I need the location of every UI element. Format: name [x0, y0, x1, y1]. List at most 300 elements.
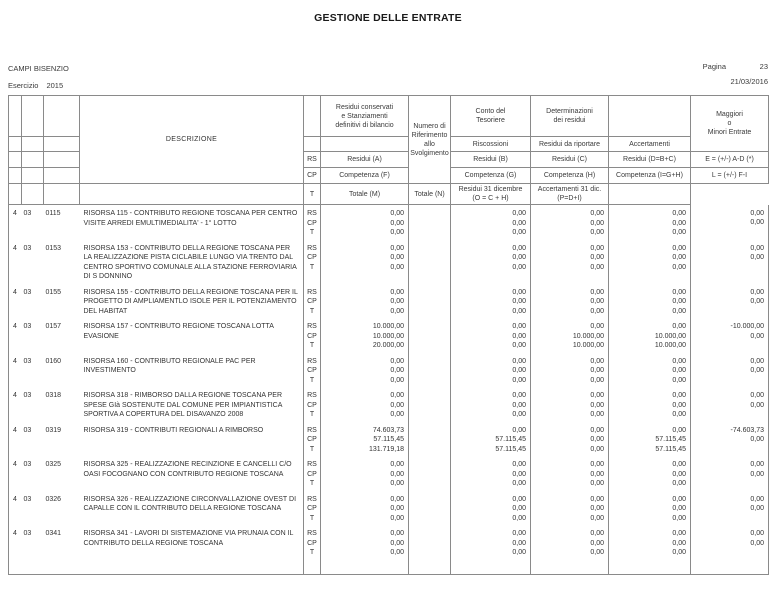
row-code-3-text: 0319	[45, 426, 62, 434]
row-numero-riferimento-values	[409, 491, 450, 526]
row-code-3	[44, 387, 80, 422]
row-residui-c-values: 0,00 0,00 0,00	[590, 210, 604, 236]
table-bottom-cell	[451, 560, 531, 575]
row-residui-c-values: 0,00 0,00 0,00	[590, 244, 604, 271]
row-code-1	[9, 205, 22, 240]
row-code-3-text: 0341	[45, 530, 62, 537]
row-code-2	[22, 353, 44, 388]
row-residui-b	[451, 318, 531, 353]
row-residui-d-values: 0,00 0,00 0,00	[672, 357, 686, 384]
row-code-3-text: 0160	[45, 357, 62, 365]
row-tipo-column	[304, 205, 321, 240]
header-accertamenti: Accertamenti	[609, 137, 691, 152]
document-meta-right	[703, 62, 768, 86]
row-residui-c	[531, 205, 609, 240]
row-numero-riferimento-values	[409, 284, 450, 319]
row-code-3-text: 0326	[45, 495, 62, 503]
header-competenza-g: Competenza (G)	[451, 168, 531, 184]
row-residui-d	[609, 422, 691, 457]
header-tipo-t: T	[304, 184, 321, 205]
row-residui-d	[609, 491, 691, 526]
row-residui-b-values: 0,00 0,00 0,00	[512, 530, 526, 556]
row-tipo-column	[304, 387, 321, 422]
row-numero-riferimento	[409, 525, 451, 560]
row-maggiori-minori-values: 0,00 0,00	[750, 357, 764, 374]
row-code-1	[9, 240, 22, 284]
row-residui-d	[609, 205, 691, 240]
row-maggiori-minori-values: 0,00 0,00	[750, 495, 764, 512]
table-bottom-cell	[44, 560, 80, 575]
row-code-1-text: 4	[13, 461, 17, 468]
header-determinazioni-residui: Determinazioni dei residui	[531, 96, 609, 137]
table-row	[9, 525, 769, 560]
row-residui-c	[531, 456, 609, 491]
row-code-2	[22, 284, 44, 319]
row-numero-riferimento-values	[409, 387, 450, 422]
row-maggiori-minori-values: 0,00 0,00	[750, 392, 764, 409]
row-tipo-values: RS CP T	[307, 357, 317, 384]
row-residui-d	[609, 456, 691, 491]
row-maggiori-minori	[691, 525, 769, 560]
row-descrizione-text: RISORSA 326 - REALIZZAZIONE CIRCONVALLAZIONE OVEST DI CAPALLE CON IL CONTRIBUTO DELLA REGIONE TOSCANA	[83, 495, 297, 512]
row-residui-c-values: 0,00 0,00 0,00	[590, 495, 604, 522]
row-tipo-values: RS CP T	[307, 495, 317, 522]
row-tipo-values: RS CP T	[307, 530, 317, 556]
row-descrizione	[80, 525, 304, 560]
row-residui-c-values: 0,00 0,00 0,00	[590, 392, 604, 418]
header-spacer-c3-cp	[44, 168, 80, 184]
print-date: 21/03/2016	[730, 77, 768, 86]
row-residui-b-values: 0,00 0,00 0,00	[512, 244, 526, 271]
row-residui-d-values: 0,00 0,00 0,00	[672, 530, 686, 556]
row-code-2	[22, 491, 44, 526]
row-descrizione-text: RISORSA 319 - CONTRIBUTI REGIONALI A RIMBORSO	[83, 426, 264, 434]
row-numero-riferimento	[409, 205, 451, 240]
row-residui-c-values: 0,00 0,00 0,00	[590, 530, 604, 556]
header-formula-l: L = (+/-) F-I	[691, 168, 769, 184]
row-code-1-text: 4	[13, 244, 17, 252]
table-row	[9, 240, 769, 284]
row-residui-a	[321, 456, 409, 491]
row-residui-d	[609, 525, 691, 560]
esercizio-value: 2015	[46, 81, 64, 90]
row-residui-b-values: 0,00 0,00 0,00	[512, 357, 526, 384]
row-residui-a	[321, 318, 409, 353]
row-residui-c	[531, 525, 609, 560]
header-competenza-h: Competenza (H)	[531, 168, 609, 184]
table-bottom-cell	[304, 560, 321, 575]
row-descrizione	[80, 240, 304, 284]
row-residui-c	[531, 240, 609, 284]
row-tipo-column	[304, 284, 321, 319]
row-descrizione	[80, 387, 304, 422]
header-tipo-rs: RS	[304, 152, 321, 168]
header-residui-31-dicembre: Residui 31 dicembre (O = C + H)	[451, 184, 531, 205]
row-residui-b-values: 0,00 0,00 0,00	[512, 210, 526, 236]
page-label: Pagina	[702, 62, 726, 71]
row-maggiori-minori-values: -10.000,00 0,00	[730, 323, 764, 340]
row-residui-d-values: 0,00 0,00 0,00	[672, 392, 686, 418]
header-spacer-c2-b	[22, 137, 44, 152]
row-tipo-column	[304, 456, 321, 491]
row-residui-b	[451, 422, 531, 457]
header-descrizione-filler	[80, 184, 304, 205]
table-header	[9, 96, 769, 205]
header-numero-riferimento: Numero di Riferimento allo Svolgimento	[409, 96, 451, 184]
row-code-3-text: 0318	[45, 392, 62, 399]
row-code-1	[9, 318, 22, 353]
page-title: GESTIONE DELLE ENTRATE	[314, 12, 462, 24]
table-row	[9, 205, 769, 240]
row-code-2	[22, 318, 44, 353]
header-maggiori-minori-blank	[609, 184, 691, 205]
row-maggiori-minori	[691, 491, 769, 526]
header-maggiori-minori: Maggiori o Minori Entrate	[691, 96, 769, 152]
row-code-1-text: 4	[13, 357, 17, 365]
row-code-1-text: 4	[13, 530, 17, 537]
header-descrizione-c2	[22, 96, 44, 137]
row-residui-d	[609, 318, 691, 353]
row-code-2-text: 03	[23, 495, 32, 503]
row-residui-d-values: 0,00 0,00 0,00	[672, 244, 686, 271]
header-spacer-c2-rs	[22, 152, 44, 168]
header-accertamenti-blank	[609, 96, 691, 137]
header-residui-b: Residui (B)	[451, 152, 531, 168]
header-rs-cp-t-spacer	[304, 96, 321, 137]
row-residui-d	[609, 387, 691, 422]
row-residui-b	[451, 491, 531, 526]
row-code-3-text: 0157	[45, 323, 62, 330]
row-tipo-values: RS CP T	[307, 392, 317, 418]
row-residui-b-values: 0,00 0,00 0,00	[512, 495, 526, 522]
header-residui-conservati: Residui conservati e Stanziamenti definitivi di bilancio	[321, 96, 409, 137]
row-tipo-column	[304, 353, 321, 388]
row-code-1-text: 4	[13, 426, 17, 434]
row-residui-d	[609, 353, 691, 388]
table-bottom-cell	[691, 560, 769, 575]
row-residui-c-values: 0,00 10.000,00 10.000,00	[572, 323, 604, 349]
row-descrizione	[80, 422, 304, 457]
row-residui-a-values: 74.603,73 57.115,45 131.719,18	[368, 426, 404, 453]
header-competenza-i: Competenza (I=G+H)	[609, 168, 691, 184]
row-code-2	[22, 456, 44, 491]
row-code-2-text: 03	[23, 461, 32, 468]
row-code-2-text: 03	[23, 426, 32, 434]
table-bottom-cell	[409, 560, 451, 575]
row-code-1-text: 4	[13, 288, 17, 296]
row-residui-a-values: 10.000,00 10.000,00 20.000,00	[372, 323, 404, 349]
header-descrizione-c1	[9, 96, 22, 137]
row-code-2-text: 03	[23, 210, 32, 217]
row-code-2-text: 03	[23, 392, 32, 399]
table-bottom-cell	[80, 560, 304, 575]
row-descrizione-text: RISORSA 115 - CONTRIBUTO REGIONE TOSCANA PER CENTRO VISITE ARREDI EMULTIMEDIALITA' - 1° LOTTO	[83, 210, 298, 227]
row-code-2-text: 03	[23, 357, 32, 365]
row-descrizione-text: RISORSA 318 - RIMBORSO DALLA REGIONE TOSCANA PER SPESE GIà SOSTENUTE DAL COMUNE PER IMPIANTISTICA SPORTIVA A COPERTURA DEL DISAVANZO 2008	[83, 392, 283, 418]
header-residui-a: Residui (A)	[321, 152, 409, 168]
header-rs-cp-t-spacer-b	[304, 137, 321, 152]
row-descrizione	[80, 456, 304, 491]
row-residui-b	[451, 456, 531, 491]
header-tipo-cp: CP	[304, 168, 321, 184]
esercizio-label: Esercizio	[8, 81, 39, 90]
row-code-3	[44, 318, 80, 353]
row-descrizione	[80, 353, 304, 388]
row-residui-a	[321, 205, 409, 240]
row-maggiori-minori	[691, 353, 769, 388]
header-totale-n: Totale (N)	[409, 184, 451, 205]
row-descrizione-text: RISORSA 341 - LAVORI DI SISTEMAZIONE VIA PRUNAIA CON IL CONTRIBUTO DELLA REGIONE TOSCANA	[83, 530, 294, 547]
row-residui-a-values: 0,00 0,00 0,00	[390, 288, 404, 315]
row-residui-a-values: 0,00 0,00 0,00	[390, 530, 404, 556]
row-maggiori-minori-values: 0,00 0,00	[750, 530, 764, 547]
row-maggiori-minori	[691, 456, 769, 491]
table-body	[9, 205, 769, 575]
header-residui-d: Residui (D=B+C)	[609, 152, 691, 168]
row-residui-c-values: 0,00 0,00 0,00	[590, 288, 604, 315]
page-number: 23	[759, 62, 768, 71]
row-residui-a-values: 0,00 0,00 0,00	[390, 210, 404, 236]
esercizio-line	[8, 79, 69, 93]
row-code-1	[9, 491, 22, 526]
row-tipo-column	[304, 422, 321, 457]
row-code-3-text: 0153	[45, 244, 62, 252]
row-numero-riferimento-values	[409, 205, 450, 240]
row-residui-b	[451, 525, 531, 560]
table-row	[9, 387, 769, 422]
row-code-3	[44, 353, 80, 388]
row-tipo-column	[304, 491, 321, 526]
header-row-t	[9, 184, 769, 205]
row-tipo-column	[304, 240, 321, 284]
row-descrizione-text: RISORSA 155 - CONTRIBUTO DELLA REGIONE TOSCANA PER IL PROGETTO DI AMPLIAMENTLO ISOLE PER IL POTENZIAMENTO DEL HABITAT	[83, 288, 298, 315]
row-code-3-text: 0115	[45, 210, 61, 217]
row-residui-c	[531, 491, 609, 526]
row-tipo-values: RS CP T	[307, 461, 317, 487]
table-row	[9, 422, 769, 457]
table-bottom-cell	[22, 560, 44, 575]
row-tipo-values: RS CP T	[307, 426, 317, 453]
row-residui-a	[321, 491, 409, 526]
row-descrizione	[80, 491, 304, 526]
row-residui-a	[321, 387, 409, 422]
header-spacer-c1-rs	[9, 152, 22, 168]
row-residui-d-values: 0,00 0,00 0,00	[672, 461, 686, 487]
row-numero-riferimento	[409, 318, 451, 353]
row-maggiori-minori	[691, 318, 769, 353]
table-bottom-cell	[609, 560, 691, 575]
row-numero-riferimento	[409, 422, 451, 457]
row-code-1	[9, 387, 22, 422]
row-code-2-text: 03	[23, 244, 32, 252]
row-code-1-text: 4	[13, 495, 17, 503]
row-residui-a	[321, 422, 409, 457]
row-numero-riferimento	[409, 240, 451, 284]
row-code-2	[22, 422, 44, 457]
row-code-3	[44, 422, 80, 457]
entrate-table	[8, 95, 769, 575]
row-code-1	[9, 422, 22, 457]
row-code-1	[9, 456, 22, 491]
row-maggiori-minori	[691, 387, 769, 422]
header-descrizione: DESCRIZIONE	[80, 96, 304, 184]
row-residui-a-values: 0,00 0,00 0,00	[390, 244, 404, 271]
row-code-1-text: 4	[13, 323, 17, 330]
row-descrizione-text: RISORSA 160 - CONTRIBUTO REGIONALE PAC PER INVESTIMENTO	[83, 357, 256, 374]
row-residui-a	[321, 240, 409, 284]
row-code-1	[9, 525, 22, 560]
row-code-1	[9, 284, 22, 319]
row-code-3	[44, 240, 80, 284]
row-residui-b-values: 0,00 0,00 0,00	[512, 392, 526, 418]
row-maggiori-minori-values: 0,00 0,00	[750, 209, 764, 226]
row-maggiori-minori	[691, 205, 769, 240]
document-meta-left	[8, 62, 69, 93]
row-numero-riferimento-values	[409, 456, 450, 491]
row-code-2	[22, 387, 44, 422]
table-row	[9, 284, 769, 319]
row-tipo-column	[304, 525, 321, 560]
page-indicator	[703, 62, 768, 71]
header-formula-e: E = (+/-) A-D (*)	[691, 152, 769, 168]
row-descrizione-text: RISORSA 157 - CONTRIBUTO REGIONE TOSCANA LOTTA EVASIONE	[83, 323, 274, 340]
row-maggiori-minori	[691, 284, 769, 319]
row-numero-riferimento-values	[409, 353, 450, 388]
row-residui-b-values: 0,00 0,00 0,00	[512, 461, 526, 487]
header-row-groups	[9, 96, 769, 137]
row-residui-c-values: 0,00 0,00 0,00	[590, 357, 604, 384]
row-code-2-text: 03	[23, 323, 32, 330]
row-code-3	[44, 525, 80, 560]
row-residui-c	[531, 318, 609, 353]
header-residui-c: Residui (C)	[531, 152, 609, 168]
header-accertamenti-31-dic: Accertamenti 31 dic. (P=D+I)	[531, 184, 609, 205]
header-descrizione-c3	[44, 96, 80, 137]
row-residui-a-values: 0,00 0,00 0,00	[390, 392, 404, 418]
header-residui-conservati-spacer	[321, 137, 409, 152]
table-row	[9, 456, 769, 491]
row-numero-riferimento-values	[409, 525, 450, 560]
row-code-2	[22, 205, 44, 240]
row-residui-a-values: 0,00 0,00 0,00	[390, 357, 404, 384]
row-residui-a	[321, 525, 409, 560]
row-numero-riferimento-values	[409, 318, 450, 353]
row-residui-d	[609, 284, 691, 319]
row-residui-d-values: 0,00 10.000,00 10.000,00	[654, 323, 686, 349]
row-code-2-text: 03	[23, 530, 32, 537]
row-descrizione	[80, 205, 304, 240]
row-code-2	[22, 525, 44, 560]
table-row	[9, 318, 769, 353]
row-numero-riferimento	[409, 491, 451, 526]
row-residui-c	[531, 284, 609, 319]
row-residui-b	[451, 240, 531, 284]
row-residui-b-values: 0,00 0,00 0,00	[512, 288, 526, 315]
header-totale-m: Totale (M)	[321, 184, 409, 205]
row-numero-riferimento	[409, 387, 451, 422]
row-maggiori-minori-values: -74.603,73 0,00	[730, 426, 764, 443]
row-residui-c	[531, 387, 609, 422]
row-descrizione	[80, 284, 304, 319]
row-code-3	[44, 284, 80, 319]
row-residui-d	[609, 240, 691, 284]
row-descrizione-text: RISORSA 153 - CONTRIBUTO DELLA REGIONE TOSCANA PER LA REALIZZAZIONE PISTA CICLABILE LUNGO VIA TRENTO DAL CENTRO SPORTIVO COMUNALE ALLA STAZIONE FERROVIARIA DI S DONNINO	[83, 244, 297, 280]
row-tipo-column	[304, 318, 321, 353]
row-tipo-values: RS CP T	[307, 323, 317, 349]
row-numero-riferimento	[409, 284, 451, 319]
row-maggiori-minori-values: 0,00 0,00	[750, 244, 764, 261]
row-residui-a-values: 0,00 0,00 0,00	[390, 461, 404, 487]
header-spacer-c2-t	[22, 184, 44, 205]
row-code-1-text: 4	[13, 392, 17, 399]
row-code-3	[44, 491, 80, 526]
row-numero-riferimento-values	[409, 422, 450, 457]
header-residui-da-riportare: Residui da riportare	[531, 137, 609, 152]
row-residui-c-values: 0,00 0,00 0,00	[590, 426, 604, 453]
row-code-3-text: 0325	[45, 461, 62, 468]
header-spacer-c1-t	[9, 184, 22, 205]
table-bottom-cell	[321, 560, 409, 575]
row-descrizione-text: RISORSA 325 - REALIZZAZIONE RECINZIONE E CANCELLI C/O OASI FOCOGNANO CON CONTRIBUTO REGIONE TOSCANA	[83, 461, 292, 478]
row-code-3-text: 0155	[45, 288, 62, 296]
header-spacer-c1-b	[9, 137, 22, 152]
row-residui-a-values: 0,00 0,00 0,00	[390, 495, 404, 522]
row-residui-b-values: 0,00 57.115,45 57.115,45	[495, 426, 526, 453]
row-maggiori-minori	[691, 422, 769, 457]
row-residui-b	[451, 284, 531, 319]
row-tipo-values: RS CP T	[307, 210, 317, 236]
row-code-2	[22, 240, 44, 284]
row-code-3	[44, 205, 80, 240]
table-bottom-cell	[531, 560, 609, 575]
row-residui-a	[321, 284, 409, 319]
header-riscossioni: Riscossioni	[451, 137, 531, 152]
header-spacer-c1-cp	[9, 168, 22, 184]
row-residui-b-values: 0,00 0,00 0,00	[512, 323, 526, 349]
row-numero-riferimento-values	[409, 240, 450, 275]
row-maggiori-minori-values: 0,00 0,00	[750, 461, 764, 478]
header-conto-tesoriere: Conto del Tesoriere	[451, 96, 531, 137]
row-tipo-values: RS CP T	[307, 244, 317, 271]
row-code-3	[44, 456, 80, 491]
table-bottom-cell	[9, 560, 22, 575]
row-maggiori-minori-values: 0,00 0,00	[750, 288, 764, 305]
entity-name: CAMPI BISENZIO	[8, 64, 69, 73]
row-residui-c-values: 0,00 0,00 0,00	[590, 461, 604, 487]
row-code-2-text: 03	[23, 288, 32, 296]
header-spacer-c3-t	[44, 184, 80, 205]
row-residui-b	[451, 205, 531, 240]
header-competenza-f: Competenza (F)	[321, 168, 409, 184]
row-residui-b	[451, 387, 531, 422]
row-residui-d-values: 0,00 0,00 0,00	[672, 210, 686, 236]
row-descrizione	[80, 318, 304, 353]
table-bottom-row	[9, 560, 769, 575]
row-numero-riferimento	[409, 353, 451, 388]
row-residui-c	[531, 353, 609, 388]
header-spacer-c3-rs	[44, 152, 80, 168]
row-code-1	[9, 353, 22, 388]
row-residui-b	[451, 353, 531, 388]
row-tipo-values: RS CP T	[307, 288, 317, 315]
row-maggiori-minori	[691, 240, 769, 284]
table-row	[9, 353, 769, 388]
row-residui-d-values: 0,00 0,00 0,00	[672, 288, 686, 315]
row-code-1-text: 4	[13, 210, 17, 217]
row-residui-a	[321, 353, 409, 388]
row-residui-d-values: 0,00 57.115,45 57.115,45	[655, 426, 686, 453]
row-residui-d-values: 0,00 0,00 0,00	[672, 495, 686, 522]
